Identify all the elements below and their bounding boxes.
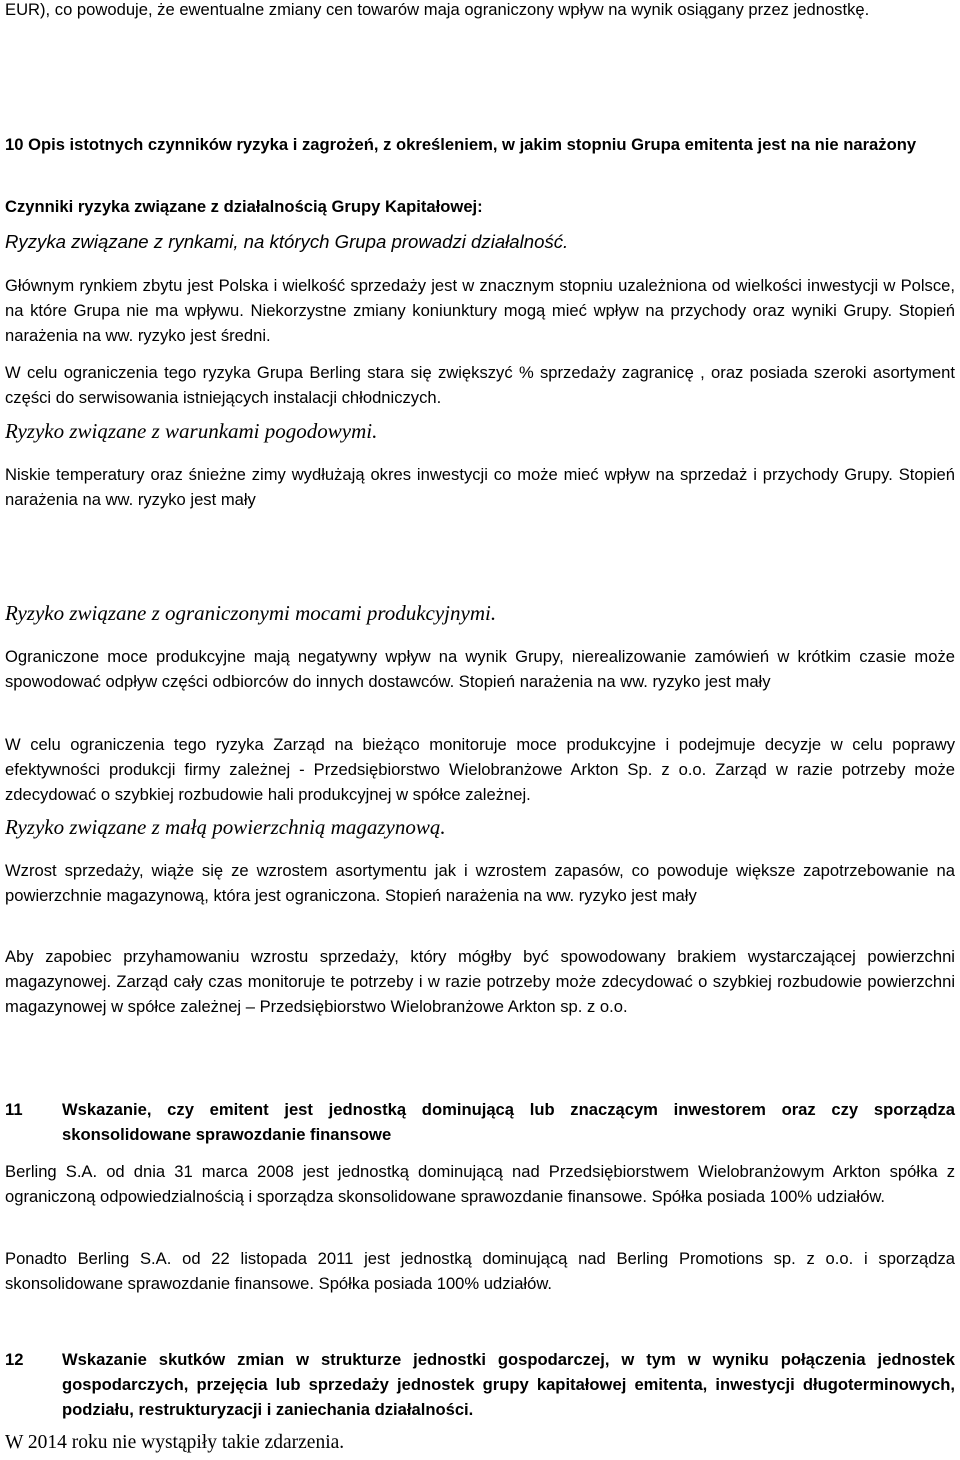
risk-warehouse-paragraph-2: Aby zapobiec przyhamowaniu wzrostu sprzedaży, który mógłby być spowodowany brakiem wystarczającej powierzchni magazynowej. Zarząd cały czas monitoruje te potrzeby i w razie potrzeby może zdecydować o szybkiej rozbudowie powierzchni magazynowej w spółce zależnej – Przedsiębiorstwo Wielobranżowe Arkton sp. z o.o. (5, 947, 955, 1016)
risk-capacity-paragraph-2: W celu ograniczenia tego ryzyka Zarząd na bieżąco monitoruje moce produkcyjne i podejmuje decyzje w celu poprawy efektywności produkcji firmy zależnej - Przedsiębiorstwo Wielobranżowe Arkton Sp. z o.o. Zarząd w razie potrzeby może zdecydować o szybkiej rozbudowie hali produkcyjnej w spółce zależnej. (5, 735, 955, 804)
risk-warehouse-paragraph-1: Wzrost sprzedaży, wiąże się ze wzrostem asortymentu jak i wzrostem zapasów, co powoduje większe zapotrzebowanie na powierzchnie magazynową, która jest ograniczona. Stopień narażenia na ww. ryzyko jest mały (5, 861, 955, 905)
intro-paragraph: EUR), co powoduje, że ewentualne zmiany cen towarów maja ograniczony wpływ na wynik osiągany przez jednostkę. (5, 0, 870, 19)
risk-weather-paragraph-1: Niskie temperatury oraz śnieżne zimy wydłużają okres inwestycji co może mieć wpływ na sprzedaż i przychody Grupy. Stopień narażenia na ww. ryzyko jest mały (5, 465, 955, 509)
section-12-title: Wskazanie skutków zmian w strukturze jednostki gospodarczej, w tym w wyniku połączenia jednostek gospodarczych, przejęcia lub sprzedaży jednostek grupy kapitałowej emitenta, inwestycji długoterminowych, podziału, restrukturyzacji i zaniechania działalności. (62, 1350, 955, 1419)
section-11-number: 11 (5, 1100, 23, 1119)
section-11-heading (5, 1097, 955, 1147)
risk-markets-paragraph-1: Głównym rynkiem zbytu jest Polska i wielkość sprzedaży jest w znacznym stopniu uzależniona od wielkości inwestycji w Polsce, na które Grupa nie ma wpływu. Niekorzystne zmiany koniunktury mogą mieć wpływ na przychody oraz wyniki Grupy. Stopień narażenia na ww. ryzyko jest średni. (5, 276, 955, 345)
section-11-title: Wskazanie, czy emitent jest jednostką dominującą lub znaczącym inwestorem oraz czy sporządza skonsolidowane sprawozdanie finansowe (62, 1100, 955, 1144)
risk-warehouse-title: Ryzyko związane z małą powierzchnią magazynową. (5, 815, 446, 839)
section-12-number: 12 (5, 1350, 24, 1369)
section-11-paragraph-2: Ponadto Berling S.A. od 22 listopada 2011 jest jednostką dominującą nad Berling Promotions sp. z o.o. i sporządza skonsolidowane sprawozdanie finansowe. Spółka posiada 100% udziałów. (5, 1249, 955, 1293)
section-11-paragraph-1: Berling S.A. od dnia 31 marca 2008 jest jednostką dominującą nad Przedsiębiorstwem Wielobranżowym Arkton spółka z ograniczoną odpowiedzialnością i sporządza skonsolidowane sprawozdanie finansowe. Spółka posiada 100% udziałów. (5, 1162, 955, 1206)
section-10-heading: 10 Opis istotnych czynników ryzyka i zagrożeń, z określeniem, w jakim stopniu Grupa emitenta jest na nie narażony (5, 135, 917, 154)
risk-capacity-title: Ryzyko związane z ograniczonymi mocami produkcyjnymi. (5, 601, 497, 625)
section-12-heading (5, 1347, 955, 1422)
risk-markets-paragraph-2: W celu ograniczenia tego ryzyka Grupa Berling stara się zwiększyć % sprzedaży zagranicę , oraz posiada szeroki asortyment części do serwisowania istniejących instalacji chłodniczych. (5, 363, 955, 407)
section-12-paragraph-1: W 2014 roku nie wystąpiły takie zdarzenia. (5, 1432, 345, 1453)
section-10-subheading: Czynniki ryzyka związane z działalnością Grupy Kapitałowej: (5, 197, 483, 216)
risk-weather-title: Ryzyko związane z warunkami pogodowymi. (5, 419, 378, 443)
risk-capacity-paragraph-1: Ograniczone moce produkcyjne mają negatywny wpływ na wynik Grupy, nierealizowanie zamówień w krótkim czasie może spowodować odpływ części odbiorców do innych dostawców. Stopień narażenia na ww. ryzyko jest mały (5, 647, 955, 691)
risk-markets-title: Ryzyka związane z rynkami, na których Grupa prowadzi działalność. (5, 231, 569, 252)
